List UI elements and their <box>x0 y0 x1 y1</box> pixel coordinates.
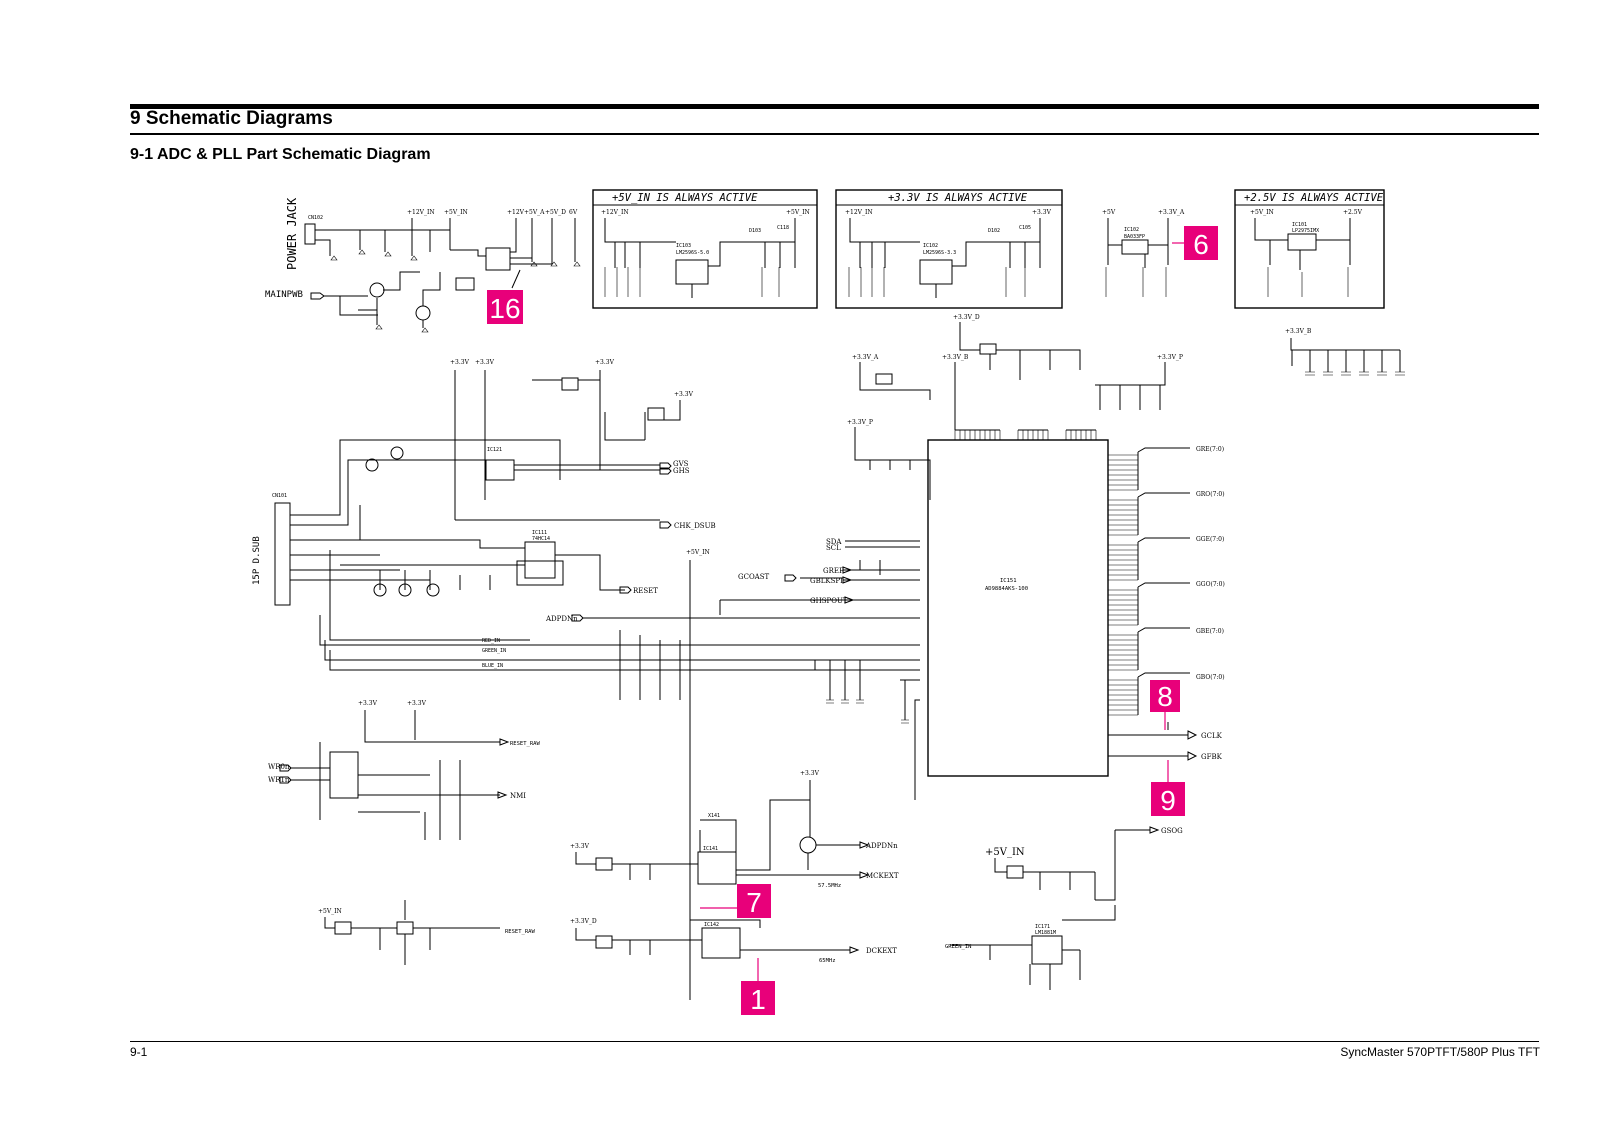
sig-nmi: NMI <box>510 792 527 800</box>
reg-33v-frame <box>836 190 1062 308</box>
rail-5v-a: +5V_A <box>524 209 545 216</box>
ic121-label: IC121 <box>487 447 503 453</box>
bus-gre: GRE(7:0) <box>1196 446 1225 453</box>
reg-25v-rail-out: +2.5V <box>1343 209 1362 216</box>
sog-green-in: GREEN_IN <box>945 944 972 950</box>
sig-adpdn2: ADPDNn <box>866 842 898 850</box>
dsub-rail-33v2: +3.3V <box>475 359 494 366</box>
reg-25v-ic: IC101 <box>1292 222 1308 228</box>
svg-text:9: 9 <box>1160 785 1176 816</box>
reg-5v-ic-part: LM2596S-5.0 <box>676 250 710 256</box>
pll-rail-33v2: +3.3V <box>570 843 589 850</box>
adc-rail-33vp: +3.3V_P <box>1157 354 1183 361</box>
section-title: 9 Schematic Diagrams <box>130 108 333 129</box>
svg-text:1: 1 <box>750 984 766 1015</box>
reg-5v-frame <box>593 190 817 308</box>
reg-5v-rail-out: +5V_IN <box>786 209 810 216</box>
reg-33va-ic: IC102 <box>1124 227 1140 233</box>
sog-ic: IC171 <box>1035 924 1051 930</box>
sog-section <box>945 827 1183 990</box>
reset2-rail: +5V_IN <box>318 908 342 915</box>
ic121-chip <box>486 460 514 480</box>
sog-rail-5vin: +5V_IN <box>985 847 1025 858</box>
sig-gclk: GCLK <box>1201 732 1222 740</box>
sig-scl: SCL <box>826 544 841 552</box>
sig-ghs: GHS <box>673 467 690 475</box>
mainpwb-label: MAINPWB <box>265 290 303 300</box>
q102-transistor <box>416 306 430 320</box>
dsub-connector <box>275 503 290 605</box>
ic171-chip <box>1032 936 1062 964</box>
sig-gref: GREF <box>823 567 844 575</box>
reg-33v-diode: D102 <box>988 228 1001 234</box>
bus-gro: GRO(7:0) <box>1196 491 1225 498</box>
footer-rule <box>130 1041 1539 1042</box>
ic111-part: 74HC14 <box>532 536 551 542</box>
sig-wr0n: WR0n <box>268 763 290 771</box>
power-input-section <box>265 197 580 332</box>
sig-reset: RESET <box>633 587 658 595</box>
reg-33v-rail-in: +12V_IN <box>845 209 873 216</box>
reg-5v-box <box>593 190 817 308</box>
bus-gge: GGE(7:0) <box>1196 536 1225 543</box>
reg-25v-rail-in: +5V_IN <box>1250 209 1274 216</box>
dsub-rail-33v4: +3.3V <box>674 391 693 398</box>
cn102-connector <box>305 224 315 244</box>
sig-wr1n: WR1n <box>268 776 290 784</box>
rail-12v: +12V <box>507 209 524 216</box>
cn102-label: CN102 <box>308 215 324 221</box>
adc-ic-part: AD9884AKS-100 <box>985 586 1029 592</box>
ic101-chip <box>486 248 510 270</box>
sig-gblkspl: GBLKSPL <box>810 577 845 585</box>
rail-12v-in: +12V_IN <box>407 209 435 216</box>
reg-25v-part: LP2975IMX <box>1292 228 1320 234</box>
sig-gsog: GSOG <box>1161 827 1183 835</box>
bus-ggo: GGO(7:0) <box>1196 581 1225 588</box>
pll-freq1: 57.5MHz <box>818 883 842 889</box>
sig-chk-dsub: CHK_DSUB <box>674 522 716 530</box>
bus-gbo: GBO(7:0) <box>1196 674 1225 681</box>
rail-6v: 6V <box>569 209 578 216</box>
ic142-chip <box>702 928 740 958</box>
mainpwb-port <box>311 293 324 299</box>
cap-bank-33vb <box>1285 328 1405 375</box>
adc-rail-33va: +3.3V_A <box>852 354 879 361</box>
ic111-chip <box>525 542 555 578</box>
reset-rail-33v2: +3.3V <box>407 700 426 707</box>
sig-sda: SDA <box>826 538 842 546</box>
dsub-section <box>252 359 920 1000</box>
reg-33v-ic-part: LM2596S-3.3 <box>923 250 957 256</box>
cap-bank-rail: +3.3V_B <box>1285 328 1312 335</box>
sig-reset-raw: RESET_RAW <box>510 741 540 747</box>
sig-green-in: GREEN_IN <box>482 648 507 654</box>
reset-rail-33v: +3.3V <box>358 700 377 707</box>
bus-gbe: GBE(7:0) <box>1196 628 1224 635</box>
sig-reset-raw2: RESET_RAW <box>505 929 535 935</box>
reset-section <box>268 700 540 965</box>
cn101-label: CN101 <box>272 493 288 499</box>
sig-adpdn: ADPDNn <box>546 615 578 623</box>
adc-ic-label: IC151 <box>1000 578 1017 584</box>
subsection-title: 9-1 ADC & PLL Part Schematic Diagram <box>130 146 431 163</box>
svg-text:6: 6 <box>1193 229 1209 260</box>
sog-part: LM1881M <box>1035 930 1057 936</box>
reg-5v-ic: IC103 <box>676 243 692 249</box>
sig-ghspout: GHSPOUT <box>810 597 848 605</box>
pll-ic142: IC142 <box>704 922 720 928</box>
reg-25v-box <box>1235 190 1384 308</box>
reg-33v-cap: C105 <box>1019 225 1032 231</box>
ic141-chip <box>698 852 736 884</box>
reg-5v-cap: C118 <box>777 225 790 231</box>
sig-red-in: RED_IN <box>482 638 501 644</box>
pll-freq2: 65MHz <box>819 958 836 964</box>
footer-model-name: SyncMaster 570PTFT/580P Plus TFT <box>1340 1045 1540 1059</box>
reg-5v-diode: D103 <box>749 228 762 234</box>
reg-33v-box <box>836 190 1062 308</box>
adc-rail-33vp2: +3.3V_P <box>847 419 873 426</box>
rail-5v-d: +5V_D <box>545 209 566 216</box>
dsub-rail-5vin: +5V_IN <box>686 549 710 556</box>
sig-blue-in: BLUE_IN <box>482 663 504 669</box>
reg-25v-title: +2.5V IS ALWAYS ACTIVE <box>1244 192 1384 204</box>
svg-text:8: 8 <box>1157 681 1173 712</box>
sig-gvs: GVS <box>673 460 689 468</box>
dsub-rail-33v: +3.3V <box>450 359 469 366</box>
footer-page-number: 9-1 <box>130 1045 148 1059</box>
reg-33va-rail-in: +5V <box>1102 209 1116 216</box>
q101-transistor <box>370 283 384 297</box>
svg-text:7: 7 <box>746 887 762 918</box>
ic105-chip <box>456 278 474 290</box>
reg-5v-title: +5V_IN IS ALWAYS ACTIVE <box>612 192 758 204</box>
svg-text:16: 16 <box>489 293 521 324</box>
adc-rail-33vb: +3.3V_B <box>942 354 969 361</box>
reg-33va <box>1102 209 1185 297</box>
power-jack-label: POWER JACK <box>285 197 299 270</box>
sig-gcoast: GCOAST <box>738 573 770 581</box>
reg-5v-rail-in: +12V_IN <box>601 209 629 216</box>
reg-33v-ic: IC102 <box>923 243 939 249</box>
reg-33va-rail-out: +3.3V_A <box>1158 209 1185 216</box>
pll-rail-33vd: +3.3V_D <box>570 918 597 925</box>
reg-33v-title: +3.3V IS ALWAYS ACTIVE <box>888 192 1028 204</box>
sig-mckext: MCKEXT <box>866 872 899 880</box>
adc-ic151 <box>928 440 1108 776</box>
pll-ic141: IC141 <box>703 846 719 852</box>
adc-section <box>738 314 1225 800</box>
pll-rail-33v: +3.3V <box>800 770 819 777</box>
adc-rail-33vd: +3.3V_D <box>953 314 980 321</box>
pll-xtal: X141 <box>708 813 721 819</box>
dsub-label: 15P D.SUB <box>252 536 262 585</box>
rail-5v-in: +5V_IN <box>444 209 468 216</box>
reg-33va-part: BA033FP <box>1124 234 1146 240</box>
dsub-rail-33v3: +3.3V <box>595 359 614 366</box>
sig-dckext: DCKEXT <box>866 947 897 955</box>
pll-section <box>570 770 899 1000</box>
reg-33v-rail-out: +3.3V <box>1032 209 1051 216</box>
sig-gfbk: GFBK <box>1201 753 1222 761</box>
ic111-label: IC111 <box>532 530 548 536</box>
